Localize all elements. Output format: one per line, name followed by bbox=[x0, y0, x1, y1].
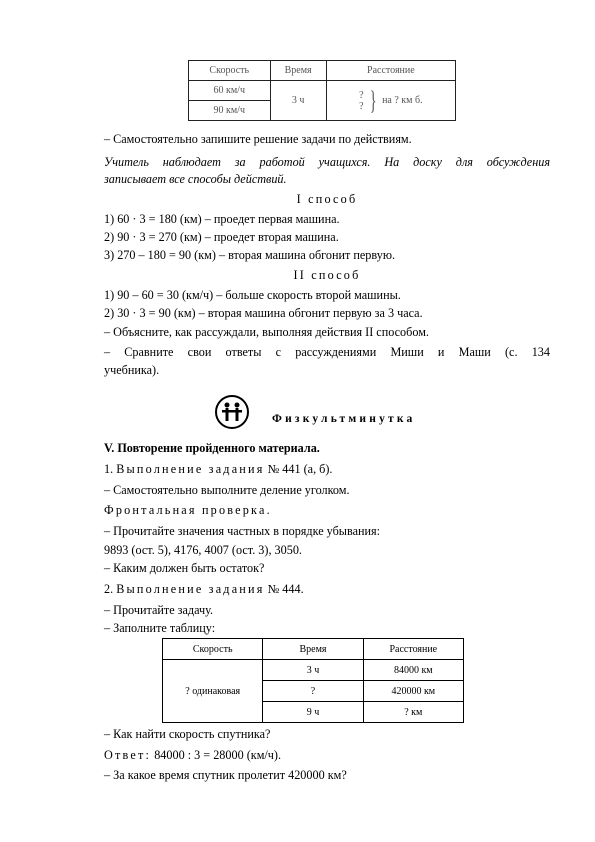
table2-speed: ? одинаковая bbox=[163, 660, 263, 723]
text-line: – Прочитайте задачу. bbox=[104, 603, 214, 617]
answer-label: Ответ: bbox=[104, 748, 152, 762]
task-number: 1. bbox=[104, 462, 114, 476]
speed-time-distance-table bbox=[188, 60, 456, 121]
two-figures-icon bbox=[215, 395, 249, 429]
table1-header-time: Время bbox=[270, 61, 326, 81]
table1-q1: ? bbox=[359, 89, 364, 101]
table1-time: 3 ч bbox=[270, 81, 326, 121]
task-number: 2. bbox=[104, 582, 114, 596]
task-line bbox=[104, 462, 550, 477]
text-line: – Самостоятельно запишите решение задачи по действиям. bbox=[104, 132, 412, 146]
table1-distance-text: на ? км б. bbox=[382, 95, 423, 106]
fizkult-heading: Физкультминутка bbox=[272, 413, 416, 425]
text-line: 1) 60 · 3 = 180 (км) – проедет первая машина. bbox=[104, 212, 340, 226]
satellite-table bbox=[162, 638, 464, 723]
subsection-heading: Фронтальная проверка. bbox=[104, 503, 272, 517]
text-line: – Как найти скорость спутника? bbox=[104, 727, 271, 741]
table1-header-speed: Скорость bbox=[189, 61, 271, 81]
text-line: 2) 90 · 3 = 270 (км) – проедет вторая машина. bbox=[104, 230, 339, 244]
task-line bbox=[104, 582, 550, 597]
section-title: V. Повторение пройденного материала. bbox=[104, 441, 320, 455]
table2-distance: 84000 км bbox=[363, 660, 463, 681]
table2-time: 9 ч bbox=[263, 702, 363, 723]
text-line: – Прочитайте значения частных в порядке убывания: bbox=[104, 524, 381, 538]
table2-header-speed: Скорость bbox=[163, 639, 263, 660]
text-line: – Объясните, как рассуждали, выполняя действия II способом. bbox=[104, 325, 429, 339]
table2-distance: ? км bbox=[363, 702, 463, 723]
text-line: 1) 90 – 60 = 30 (км/ч) – больше скорость второй машины. bbox=[104, 288, 401, 302]
section-heading: I способ bbox=[296, 192, 358, 206]
task-ref: № 441 (а, б). bbox=[267, 462, 333, 476]
table2-time: 3 ч bbox=[263, 660, 363, 681]
section-heading: II способ bbox=[293, 268, 361, 282]
text-line: – Сравните свои ответы с рассуждениями Миши и Маши (с. 134 bbox=[104, 345, 550, 359]
text-line: 3) 270 – 180 = 90 (км) – вторая машина обгонит первую. bbox=[104, 248, 395, 262]
text-line: – Заполните таблицу: bbox=[104, 621, 216, 635]
table1-header-distance: Расстояние bbox=[326, 61, 455, 81]
table1-speed1: 60 км/ч bbox=[189, 81, 271, 101]
table2-time: ? bbox=[263, 681, 363, 702]
brace-icon: } bbox=[369, 85, 377, 115]
text-line: – За какое время спутник пролетит 420000 км? bbox=[104, 768, 347, 782]
answer-line bbox=[104, 748, 550, 763]
text-line: записывает все способы действий. bbox=[104, 172, 287, 186]
task-label: Выполнение задания bbox=[116, 582, 265, 596]
text-line: Учитель наблюдает за работой учащихся. На доску для обсуждения bbox=[104, 155, 550, 169]
table2-header-distance: Расстояние bbox=[363, 639, 463, 660]
table2-header-time: Время bbox=[263, 639, 363, 660]
text-line: – Самостоятельно выполните деление уголком. bbox=[104, 483, 350, 497]
text-line: 9893 (ост. 5), 4176, 4007 (ост. 3), 3050. bbox=[104, 543, 302, 557]
table1-q2: ? bbox=[359, 100, 364, 112]
table1-distance bbox=[326, 81, 455, 121]
text-line: – Каким должен быть остаток? bbox=[104, 561, 265, 575]
text-line: учебника). bbox=[104, 363, 160, 377]
task-ref: № 444. bbox=[267, 582, 304, 596]
task-label: Выполнение задания bbox=[116, 462, 265, 476]
text-line: 2) 30 · 3 = 90 (км) – вторая машина обгонит первую за 3 часа. bbox=[104, 306, 423, 320]
table1-speed2: 90 км/ч bbox=[189, 101, 271, 121]
table2-distance: 420000 км bbox=[363, 681, 463, 702]
answer-value: 84000 : 3 = 28000 (км/ч). bbox=[154, 748, 282, 762]
